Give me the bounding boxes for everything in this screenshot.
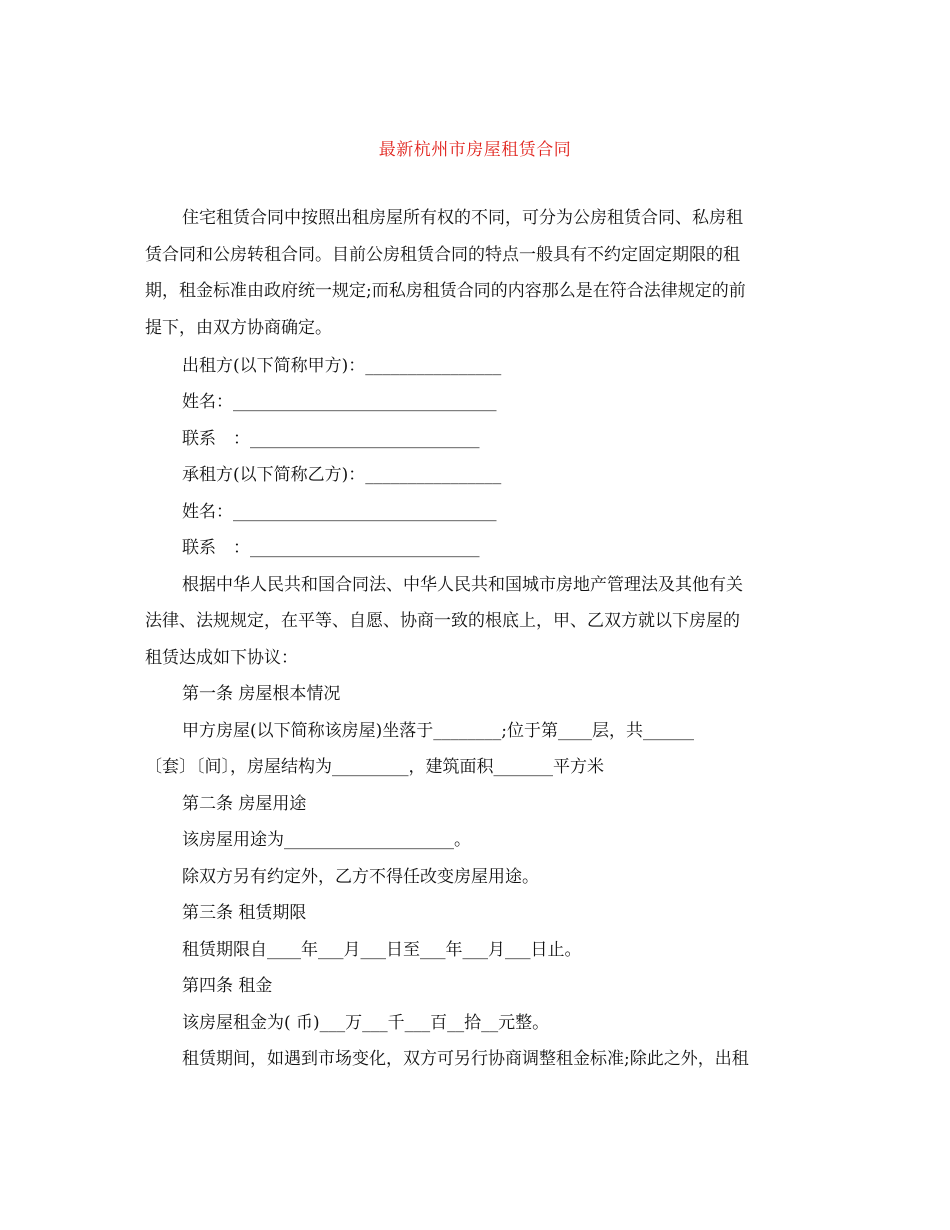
paragraph-line: 除双方另有约定外，乙方不得任改变房屋用途。 <box>182 867 539 887</box>
lessee-field: 承租方(以下简称乙方)：________________ <box>182 465 502 485</box>
paragraph-line: 〔套〕〔间〕，房屋结构为_________，建筑面积_______平方米 <box>145 757 604 777</box>
paragraph-line: 住宅租赁合同中按照出租房屋所有权的不同，可分为公房租赁合同、私房租 <box>182 208 743 228</box>
paragraph-line: 期，租金标准由政府统一规定;而私房租赁合同的内容那么是在符合法律规定的前 <box>145 281 746 301</box>
article-heading: 第三条 租赁期限 <box>182 903 307 923</box>
lessee-contact-field: 联系 ：___________________________ <box>182 538 480 558</box>
paragraph-line: 法律、法规规定，在平等、自愿、协商一致的根底上，甲、乙双方就以下房屋的 <box>145 611 740 631</box>
paragraph-line: 甲方房屋(以下简称该房屋)坐落于________;位于第____层，共______ <box>182 721 694 741</box>
paragraph-line: 该房屋用途为____________________。 <box>182 830 471 850</box>
paragraph-line: 租赁达成如下协议： <box>145 648 298 668</box>
article-heading: 第四条 租金 <box>182 976 273 996</box>
paragraph-line: 租赁期间，如遇到市场变化，双方可另行协商调整租金标准;除此之外，出租 <box>182 1049 749 1069</box>
article-heading: 第二条 房屋用途 <box>182 794 307 814</box>
paragraph-line: 提下，由双方协商确定。 <box>145 318 332 338</box>
article-heading: 第一条 房屋根本情况 <box>182 684 341 704</box>
paragraph-line: 根据中华人民共和国合同法、中华人民共和国城市房地产管理法及其他有关 <box>182 575 743 595</box>
document-title: 最新杭州市房屋租赁合同 <box>378 140 572 160</box>
paragraph-line: 该房屋租金为( 币)___万___千___百__拾__元整。 <box>182 1013 550 1033</box>
lessor-name-field: 姓名：_______________________________ <box>182 392 497 412</box>
lessor-contact-field: 联系 ：___________________________ <box>182 429 480 449</box>
paragraph-line: 赁合同和公房转租合同。目前公房租赁合同的特点一般具有不约定固定期限的租 <box>145 245 740 265</box>
paragraph-line: 租赁期限自____年___月___日至___年___月___日止。 <box>182 940 582 960</box>
lessee-name-field: 姓名：_______________________________ <box>182 502 497 522</box>
lessor-field: 出租方(以下简称甲方)：________________ <box>182 356 502 376</box>
